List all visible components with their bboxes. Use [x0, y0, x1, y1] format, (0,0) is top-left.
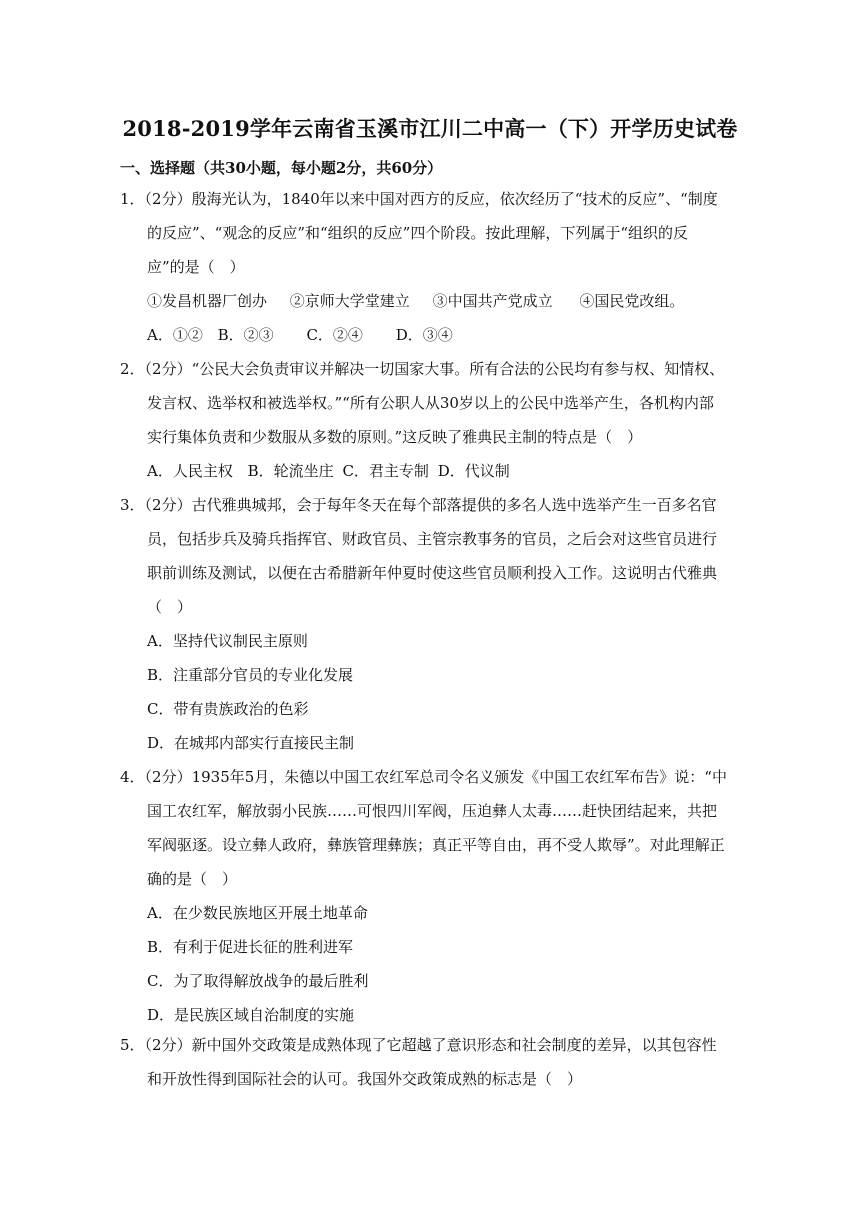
question-text-line: 4．（2分）1935年5月，朱德以中国工农红军总司令名义颁发《中国工农红军布告》说：“中: [120, 768, 727, 786]
question-text-line: 3．（2分）古代雅典城邦，会于每年冬天在每个部落提供的多名人选中选举产生一百多名官: [120, 496, 717, 514]
option-b[interactable]: B．有利于促进长征的胜利进军: [147, 938, 354, 956]
option-b[interactable]: B．②③: [217, 326, 274, 344]
item: ③中国共产党成立: [432, 292, 553, 310]
option-d[interactable]: D．是民族区域自治制度的实施: [147, 1006, 355, 1024]
question-3: [120, 488, 740, 760]
option-d[interactable]: D．代议制: [437, 462, 510, 480]
option-c[interactable]: C．②④: [306, 326, 363, 344]
question-text-line: 国工农红军，解放弱小民族……可恨四川军阀，压迫彝人太毒……赶快团结起来，共把: [147, 802, 718, 820]
option-a[interactable]: A．坚持代议制民主原则: [147, 632, 308, 650]
question-text-line: 和开放性得到国际社会的认可。我国外交政策成熟的标志是（ ）: [147, 1070, 583, 1088]
section-heading: 一、选择题（共30小题，每小题2分，共60分）: [120, 159, 443, 177]
question-text-line: 应”的是（ ）: [147, 258, 245, 276]
item: ①发昌机器厂创办: [147, 292, 268, 310]
question-1: [120, 182, 740, 352]
option-d[interactable]: D．在城邦内部实行直接民主制: [147, 734, 355, 752]
question-text-line: 1．（2分）殷海光认为，1840年以来中国对西方的反应，依次经历了“技术的反应”、“制度: [120, 190, 718, 208]
question-options: [120, 318, 740, 352]
item: ④国民党改组。: [579, 292, 685, 310]
question-text-line: 实行集体负责和少数服从多数的原则。”这反映了雅典民主制的特点是（ ）: [147, 428, 643, 446]
question-text-line: 5．（2分）新中国外交政策是成熟体现了它超越了意识形态和社会制度的差异，以其包容性: [120, 1036, 717, 1054]
option-b[interactable]: B．注重部分官员的专业化发展: [147, 666, 354, 684]
option-a[interactable]: A．人民主权: [147, 462, 233, 480]
option-c[interactable]: C．为了取得解放战争的最后胜利: [147, 972, 369, 990]
question-text-line: 2．（2分）“公民大会负责审议并解决一切国家大事。所有合法的公民均有参与权、知情权、: [120, 360, 725, 378]
question-text-line: 确的是（ ）: [147, 870, 238, 888]
question-text-line: （ ）: [147, 598, 193, 616]
question-2: [120, 352, 740, 488]
option-b[interactable]: B．轮流坐庄: [247, 462, 334, 480]
option-a[interactable]: A．在少数民族地区开展土地革命: [147, 904, 368, 922]
question-text-line: 职前训练及测试，以便在古希腊新年仲夏时使这些官员顺利投入工作。这说明古代雅典: [147, 564, 718, 582]
question-options: [120, 454, 740, 488]
option-c[interactable]: C．带有贵族政治的色彩: [147, 700, 309, 718]
question-4: [120, 760, 740, 1032]
option-a[interactable]: A．①②: [147, 326, 203, 344]
question-5: [120, 1028, 740, 1096]
item: ②京师大学堂建立: [289, 292, 410, 310]
question-items: [120, 284, 740, 318]
question-text-line: 军阀驱逐。设立彝人政府，彝族管理彝族；真正平等自由，再不受人欺辱”。对此理解正: [147, 836, 725, 854]
option-d[interactable]: D．③④: [395, 326, 453, 344]
page-title: 2018-2019学年云南省玉溪市江川二中高一（下）开学历史试卷: [122, 116, 738, 141]
option-c[interactable]: C．君主专制: [342, 462, 429, 480]
question-text-line: 员，包括步兵及骑兵指挥官、财政官员、主管宗教事务的官员，之后会对这些官员进行: [147, 530, 718, 548]
question-text-line: 发言权、选举权和被选举权。”“所有公职人从30岁以上的公民中选举产生，各机构内部: [147, 394, 714, 412]
question-text-line: 的反应”、“观念的反应”和“组织的反应”四个阶段。按此理解，下列属于“组织的反: [147, 224, 689, 242]
